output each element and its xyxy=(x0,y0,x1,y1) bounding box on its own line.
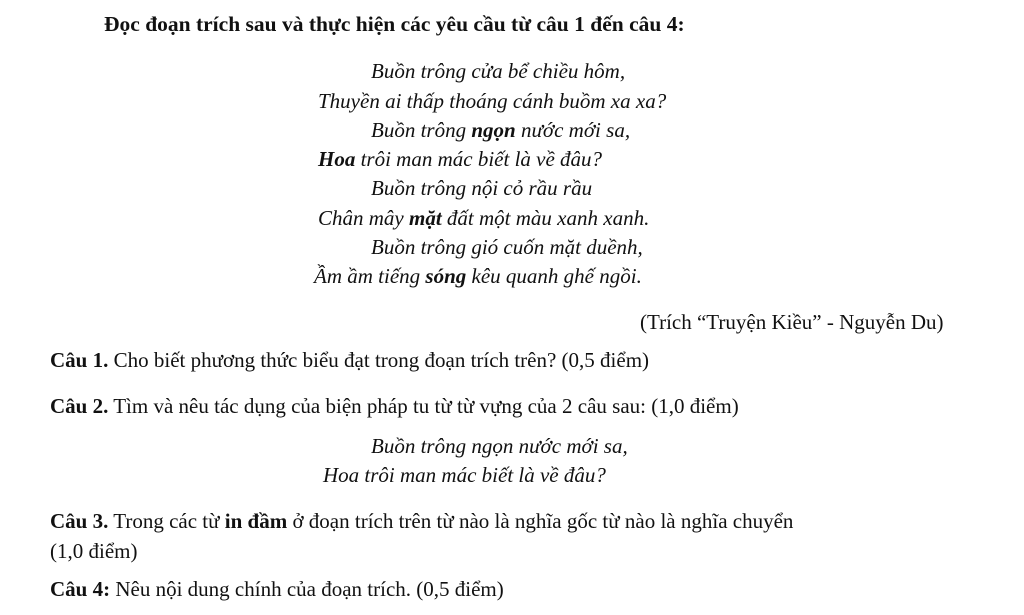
question-2-quote-line-2: Hoa trôi man mác biết là về đâu? xyxy=(323,463,606,487)
question-1: Câu 1. Cho biết phương thức biểu đạt trong đoạn trích trên? (0,5 điểm) xyxy=(50,348,650,372)
poem-line-1: Buồn trông cửa bể chiều hôm, xyxy=(371,59,626,83)
poem-line-7: Buồn trông gió cuốn mặt duềnh, xyxy=(371,235,643,259)
poem-line-4: Hoa trôi man mác biết là về đâu? xyxy=(318,147,603,171)
poem-line-5: Buồn trông nội cỏ rầu rầu xyxy=(371,176,593,200)
poem-line-3: Buồn trông ngọn nước mới sa, xyxy=(371,118,631,142)
question-4: Câu 4: Nêu nội dung chính của đoạn trích. (0,5 điểm) xyxy=(50,577,504,601)
instruction-heading: Đọc đoạn trích sau và thực hiện các yêu cầu từ câu 1 đến câu 4: xyxy=(104,12,685,36)
question-3-continued: (1,0 điểm) xyxy=(50,539,138,563)
question-2-quote-line-1: Buồn trông ngọn nước mới sa, xyxy=(371,434,628,458)
question-2: Câu 2. Tìm và nêu tác dụng của biện pháp tu từ từ vựng của 2 câu sau: (1,0 điểm) xyxy=(50,394,739,418)
poem-line-6: Chân mây mặt đất một màu xanh xanh. xyxy=(318,206,650,230)
poem-line-8: Ầm ầm tiếng sóng kêu quanh ghế ngồi. xyxy=(314,264,642,288)
question-3: Câu 3. Trong các từ in đầm ở đoạn trích trên từ nào là nghĩa gốc từ nào là nghĩa chuyển xyxy=(50,509,794,533)
source-citation: (Trích “Truyện Kiều” - Nguyễn Du) xyxy=(640,310,944,334)
poem-line-2: Thuyền ai thấp thoáng cánh buồm xa xa? xyxy=(318,89,667,113)
